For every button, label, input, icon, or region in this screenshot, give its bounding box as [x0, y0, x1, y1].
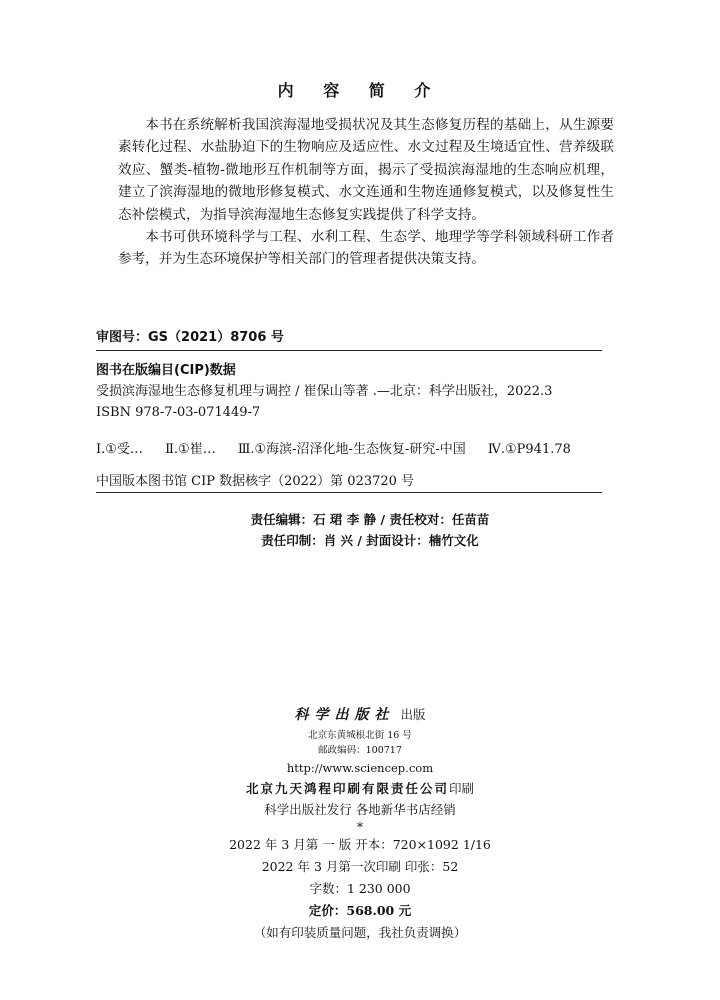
- publisher-name: 科学出版社: [294, 707, 395, 723]
- separator-star: *: [356, 819, 364, 834]
- divider: [96, 350, 602, 351]
- publisher-suffix: 出版: [400, 707, 426, 722]
- cip-record: 受损滨海湿地生态修复机理与调控 / 崔保山等著 .—北京：科学出版社，2022.3: [96, 384, 553, 399]
- editor-credits: 责任编辑：石 珺 李 静 / 责任校对：任苗苗: [250, 512, 490, 527]
- cip-title: 图书在版编目(CIP)数据: [96, 363, 236, 378]
- postcode: 邮政编码：100717: [318, 745, 402, 756]
- printer-suffix: 印刷: [449, 781, 475, 796]
- price: 定价：568.00 元: [308, 903, 412, 918]
- cip-class-item: Ⅱ.①崔…: [165, 442, 216, 457]
- divider: [96, 492, 602, 493]
- cip-classification: [96, 438, 589, 457]
- cip-isbn: ISBN 978-7-03-071449-7: [96, 405, 261, 420]
- summary-title: 内 容 简 介: [277, 81, 443, 100]
- summary-paragraph: 本书可供环境科学与工程、水利工程、生态学、地理学等学科领域科研工作者参考，并为生态环境保护等相关部门的管理者提供决策支持。: [118, 229, 614, 268]
- printing-info: 2022 年 3 月第一次印刷 印张：52: [261, 859, 459, 874]
- summary-body: [118, 114, 614, 271]
- publisher-address: 北京东黄城根北街 16 号: [308, 730, 412, 741]
- publication-info: [0, 702, 720, 944]
- word-count: 字数：1 230 000: [309, 881, 411, 896]
- cip-block: [96, 360, 656, 423]
- summary-paragraph: 本书在系统解析我国滨海湿地受损状况及其生态修复历程的基础上，从生源要素转化过程、水盐胁迫下的生物响应及适应性、水文过程及生境适宜性、营养级联效应、蟹类-植物-微地形互作机制等方面，揭示了受损滨海湿地的生态响应机理，建立了滨海湿地的微地形修复模式、水文连通和生物连通修复模式，以及修复性生态补偿模式，为指导滨海湿地生态修复实践提供了科学支持。: [118, 117, 614, 223]
- quality-note: （如有印装质量问题，我社负责调换）: [253, 925, 467, 940]
- map-review-number: 审图号：GS（2021）8706 号: [96, 330, 284, 345]
- publisher-line: [0, 702, 720, 728]
- printer-name: 北京九天鸿程印刷有限责任公司: [245, 781, 449, 796]
- distribution: 科学出版社发行 各地新华书店经销: [264, 802, 456, 817]
- website: http://www.sciencep.com: [286, 761, 434, 775]
- cip-class-item: Ⅲ.①海滨-沼泽化地-生态恢复-研究-中国: [237, 442, 466, 457]
- cip-class-item: Ⅰ.①受…: [96, 442, 143, 457]
- printer-line: [0, 778, 720, 800]
- edition-info: 2022 年 3 月第 一 版 开本：720×1092 1/16: [229, 837, 491, 852]
- cip-class-item: Ⅳ.①P941.78: [487, 442, 571, 457]
- production-credits: 责任印制：肖 兴 / 封面设计：楠竹文化: [261, 533, 479, 548]
- cip-approval-number: 中国版本图书馆 CIP 数据核字（2022）第 023720 号: [96, 474, 415, 489]
